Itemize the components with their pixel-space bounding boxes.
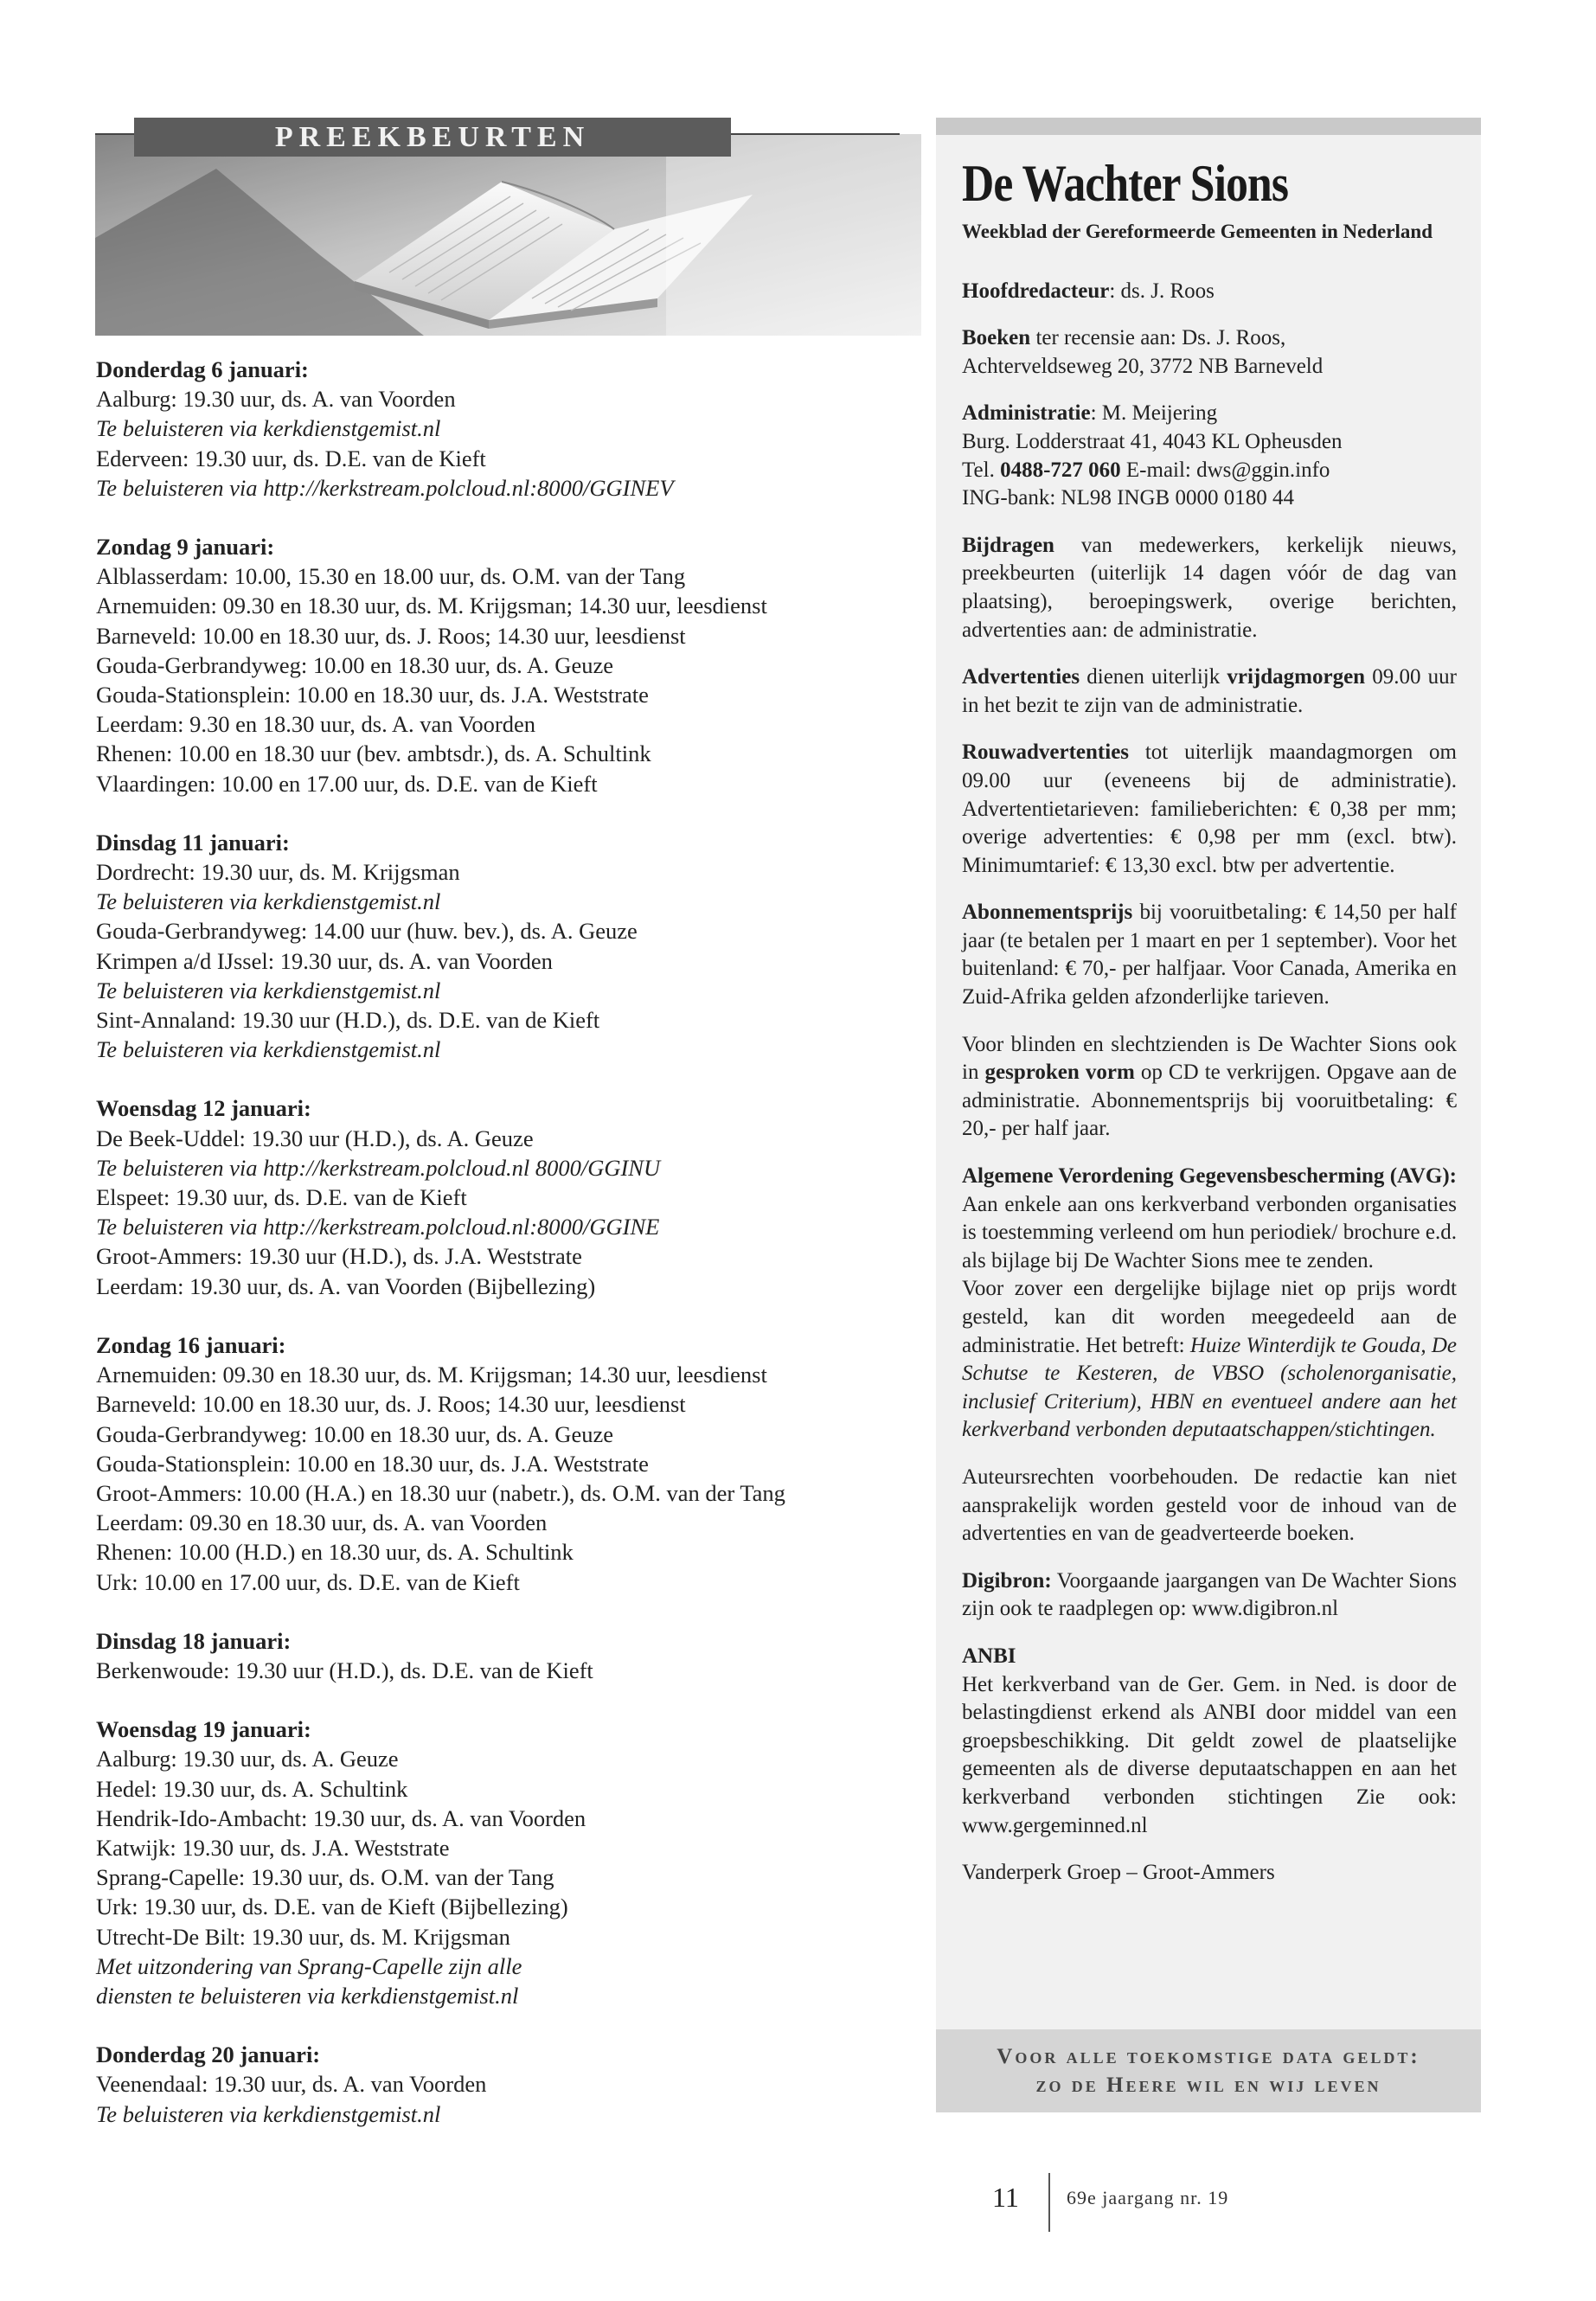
colophon-sidebar xyxy=(936,118,1481,2041)
service-day xyxy=(96,828,926,1065)
stream-note: Te beluisteren via http://kerkstream.polcloud.nl:8000/GGINEV xyxy=(96,474,674,501)
service-line: Gouda-Gerbrandyweg: 14.00 uur (huw. bev.), ds. A. Geuze xyxy=(96,918,638,945)
service-line: Sprang-Capelle: 19.30 uur, ds. O.M. van der Tang xyxy=(96,1864,554,1891)
service-line: Hedel: 19.30 uur, ds. A. Schultink xyxy=(96,1775,408,1802)
service-day-title: Donderdag 20 januari: xyxy=(96,2041,321,2068)
stream-note: Te beluisteren via kerkdienstgemist.nl xyxy=(96,415,441,442)
service-line: Urk: 10.00 en 17.00 uur, ds. D.E. van de Kieft xyxy=(96,1568,520,1595)
stream-note: diensten te beluisteren via kerkdienstgemist.nl xyxy=(96,1982,519,2009)
service-line: Arnemuiden: 09.30 en 18.30 uur, ds. M. Krijgsman; 14.30 uur, leesdienst xyxy=(96,593,767,619)
service-line: De Beek-Uddel: 19.30 uur (H.D.), ds. A. Geuze xyxy=(96,1125,534,1151)
magazine-title: De Wachter Sions xyxy=(962,155,1289,212)
service-day-title: Dinsdag 18 januari: xyxy=(96,1627,292,1654)
magazine-subtitle: Weekblad der Gereformeerde Gemeenten in Nederland xyxy=(962,221,1433,242)
service-day xyxy=(96,1330,926,1597)
blind-info: Voor blinden en slechtzienden is De Wachter Sions ook in gesproken vorm op CD te verkrijgen. Opgave aan de administratie. Abonnementsprijs bij vooruitbetaling: € 20,- per half jaar. xyxy=(962,1032,1457,1141)
service-line: Leerdam: 9.30 en 18.30 uur, ds. A. van Voorden xyxy=(96,711,536,738)
service-line: Gouda-Stationsplein: 10.00 en 18.30 uur, ds. J.A. Weststrate xyxy=(96,682,649,708)
service-day xyxy=(96,2040,926,2129)
printer-info: Vanderperk Groep – Groot-Ammers xyxy=(962,1861,1275,1885)
service-line: Barneveld: 10.00 en 18.30 uur, ds. J. Roos; 14.30 uur, leesdienst xyxy=(96,622,686,649)
stream-note: Te beluisteren via kerkdienstgemist.nl xyxy=(96,2100,441,2127)
service-line: Aalburg: 19.30 uur, ds. A. van Voorden xyxy=(96,386,456,413)
service-line: Barneveld: 10.00 en 18.30 uur, ds. J. Roos; 14.30 uur, leesdienst xyxy=(96,1391,686,1418)
header-book-image xyxy=(95,134,921,336)
service-day-title: Zondag 16 januari: xyxy=(96,1331,286,1358)
service-line: Arnemuiden: 09.30 en 18.30 uur, ds. M. Krijgsman; 14.30 uur, leesdienst xyxy=(96,1362,767,1388)
service-line: Aalburg: 19.30 uur, ds. A. Geuze xyxy=(96,1746,399,1772)
service-day xyxy=(96,355,926,503)
service-line: Elspeet: 19.30 uur, ds. D.E. van de Kieft xyxy=(96,1184,467,1211)
subscription-info: Abonnementsprijs bij vooruitbetaling: € 14,50 per half jaar (te betalen per 1 maart en per 1 september). Voor het buitenland: € 70,- per halfjaar. Voor Canada, Amerika en Zuid-Afrika gelden afzonderlijke tarieven. xyxy=(962,901,1457,1009)
service-day-title: Dinsdag 11 januari: xyxy=(96,829,290,856)
service-line: Rhenen: 10.00 en 18.30 uur (bev. ambtsdr.), ds. A. Schultink xyxy=(96,740,651,767)
service-line: Sint-Annaland: 19.30 uur (H.D.), ds. D.E. van de Kieft xyxy=(96,1007,600,1034)
page-number: 11 xyxy=(992,2182,1019,2213)
editor-info: Hoofdredacteur: ds. J. Roos xyxy=(962,279,1215,303)
avg-info: Algemene Verordening Gegevensbescherming (AVG): Aan enkele aan ons kerkverband verbonden organisaties is toestemming verleend om hun periodiek/ brochure e.d. als bijlage bij De Wachter Sions mee te zenden. Voor zover een dergelijke bijlage niet op prijs wordt gesteld, kan dit worden meegedeeld aan de administratie. Het betreft: Huize Winterdijk te Gouda, De Schutse te Kesteren, de VBSO (scholenorganisatie, inclusief Criterium), HBN en eventueel andere aan het kerkverband verbonden deputaatschappen/stichtingen. xyxy=(962,1164,1458,1442)
service-line: Ederveen: 19.30 uur, ds. D.E. van de Kieft xyxy=(96,445,486,471)
stream-note: Met uitzondering van Sprang-Capelle zijn alle xyxy=(96,1952,522,1979)
service-line: Groot-Ammers: 19.30 uur (H.D.), ds. J.A. Weststrate xyxy=(96,1243,582,1270)
stream-note: Te beluisteren via kerkdienstgemist.nl xyxy=(96,888,441,915)
service-line: Vlaardingen: 10.00 en 17.00 uur, ds. D.E. van de Kieft xyxy=(96,770,598,797)
service-line: Katwijk: 19.30 uur, ds. J.A. Weststrate xyxy=(96,1834,450,1861)
blessing-footer-box xyxy=(936,2029,1481,2112)
service-day xyxy=(96,1093,926,1300)
blessing-line-1: Voor alle toekomstige data geldt: xyxy=(997,2045,1420,2068)
service-line: Leerdam: 09.30 en 18.30 uur, ds. A. van Voorden xyxy=(96,1509,548,1536)
stream-note: Te beluisteren via kerkdienstgemist.nl xyxy=(96,977,441,1003)
administration-info: Administratie: M. Meijering Burg. Lodderstraat 41, 4043 KL Opheusden Tel. 0488-727 060 E-mail: dws@ggin.info ING-bank: NL98 INGB 0000 0180 44 xyxy=(962,401,1343,510)
service-line: Berkenwoude: 19.30 uur (H.D.), ds. D.E. van de Kieft xyxy=(96,1657,593,1683)
ads-info: Advertenties dienen uiterlijk vrijdagmorgen 09.00 uur in het bezit te zijn van de administratie. xyxy=(962,665,1457,717)
service-line: Alblasserdam: 10.00, 15.30 en 18.00 uur, ds. O.M. van der Tang xyxy=(96,563,686,590)
anbi-info: ANBI Het kerkverband van de Ger. Gem. in Ned. is door de belastingdienst erkend als ANBI door middel van een groepsbeschikking. Dit geldt zowel de plaatselijke gemeenten als de diverse deputaatschappen en aan het kerkverband verbonden stichtingen Zie ook: www.gergeminned.nl xyxy=(962,1644,1457,1837)
service-line: Utrecht-De Bilt: 19.30 uur, ds. M. Krijgsman xyxy=(96,1923,510,1950)
open-book-icon xyxy=(95,134,921,336)
service-day xyxy=(96,532,926,798)
obituary-ads-info: Rouwadvertenties tot uiterlijk maandagmorgen om 09.00 uur (eveneens bij de administratie). Advertentietarieven: familieberichten: € 0,38 per mm; overige advertenties: € 0,98 per mm (excl. btw). Minimumtarief: € 13,30 excl. btw per advertentie. xyxy=(962,740,1457,877)
stream-note: Te beluisteren via kerkdienstgemist.nl xyxy=(96,1036,441,1063)
service-line: Gouda-Gerbrandyweg: 10.00 en 18.30 uur, ds. A. Geuze xyxy=(96,651,613,678)
service-line: Veenendaal: 19.30 uur, ds. A. van Voorden xyxy=(96,2071,487,2098)
digibron-info: Digibron: Voorgaande jaargangen van De Wachter Sions zijn ook te raadplegen op: www.digibron.nl xyxy=(962,1568,1457,1621)
service-line: Hendrik-Ido-Ambacht: 19.30 uur, ds. A. van Voorden xyxy=(96,1804,586,1831)
stream-note: Te beluisteren via http://kerkstream.polcloud.nl:8000/GGINE xyxy=(96,1214,660,1240)
service-day-title: Woensdag 12 januari: xyxy=(96,1095,311,1122)
issue-info: 69e jaargang nr. 19 xyxy=(1067,2187,1229,2208)
service-line: Urk: 19.30 uur, ds. D.E. van de Kieft (Bijbellezing) xyxy=(96,1894,568,1920)
service-day-title: Woensdag 19 januari: xyxy=(96,1716,311,1743)
blessing-line-2: zo de Heere wil en wij leven xyxy=(1035,2073,1381,2097)
copyright-info: Auteursrechten voorbehouden. De redactie kan niet aansprakelijk worden gesteld voor de inhoud van de advertenties en van de geadverteerde boeken. xyxy=(962,1465,1457,1546)
service-day xyxy=(96,1715,926,2010)
service-line: Leerdam: 19.30 uur, ds. A. van Voorden (Bijbellezing) xyxy=(96,1272,596,1299)
service-line: Gouda-Gerbrandyweg: 10.00 en 18.30 uur, ds. A. Geuze xyxy=(96,1420,613,1447)
stream-note: Te beluisteren via http://kerkstream.polcloud.nl 8000/GGINU xyxy=(96,1154,661,1181)
books-info: Boeken ter recensie aan: Ds. J. Roos, Achterveldseweg 20, 3772 NB Barneveld xyxy=(962,326,1324,378)
contributions-info: Bijdragen van medewerkers, kerkelijk nieuws, preekbeurten (uiterlijk 14 dagen vóór de dag van plaatsing), beroepingswerk, overige berichten, advertenties aan: de administratie. xyxy=(962,533,1457,642)
service-line: Groot-Ammers: 10.00 (H.A.) en 18.30 uur (nabetr.), ds. O.M. van der Tang xyxy=(96,1479,785,1506)
service-line: Krimpen a/d IJssel: 19.30 uur, ds. A. van Voorden xyxy=(96,947,553,974)
service-schedule xyxy=(96,355,926,2158)
footer-divider xyxy=(1048,2173,1050,2232)
service-line: Rhenen: 10.00 (H.D.) en 18.30 uur, ds. A. Schultink xyxy=(96,1539,574,1566)
service-line: Dordrecht: 19.30 uur, ds. M. Krijgsman xyxy=(96,859,460,886)
service-day xyxy=(96,1626,926,1685)
service-day-title: Donderdag 6 januari: xyxy=(96,356,309,382)
section-label: PREEKBEURTEN xyxy=(134,118,731,157)
sidebar-top-bar xyxy=(936,118,1481,135)
service-line: Gouda-Stationsplein: 10.00 en 18.30 uur, ds. J.A. Weststrate xyxy=(96,1450,649,1477)
service-day-title: Zondag 9 januari: xyxy=(96,534,275,561)
